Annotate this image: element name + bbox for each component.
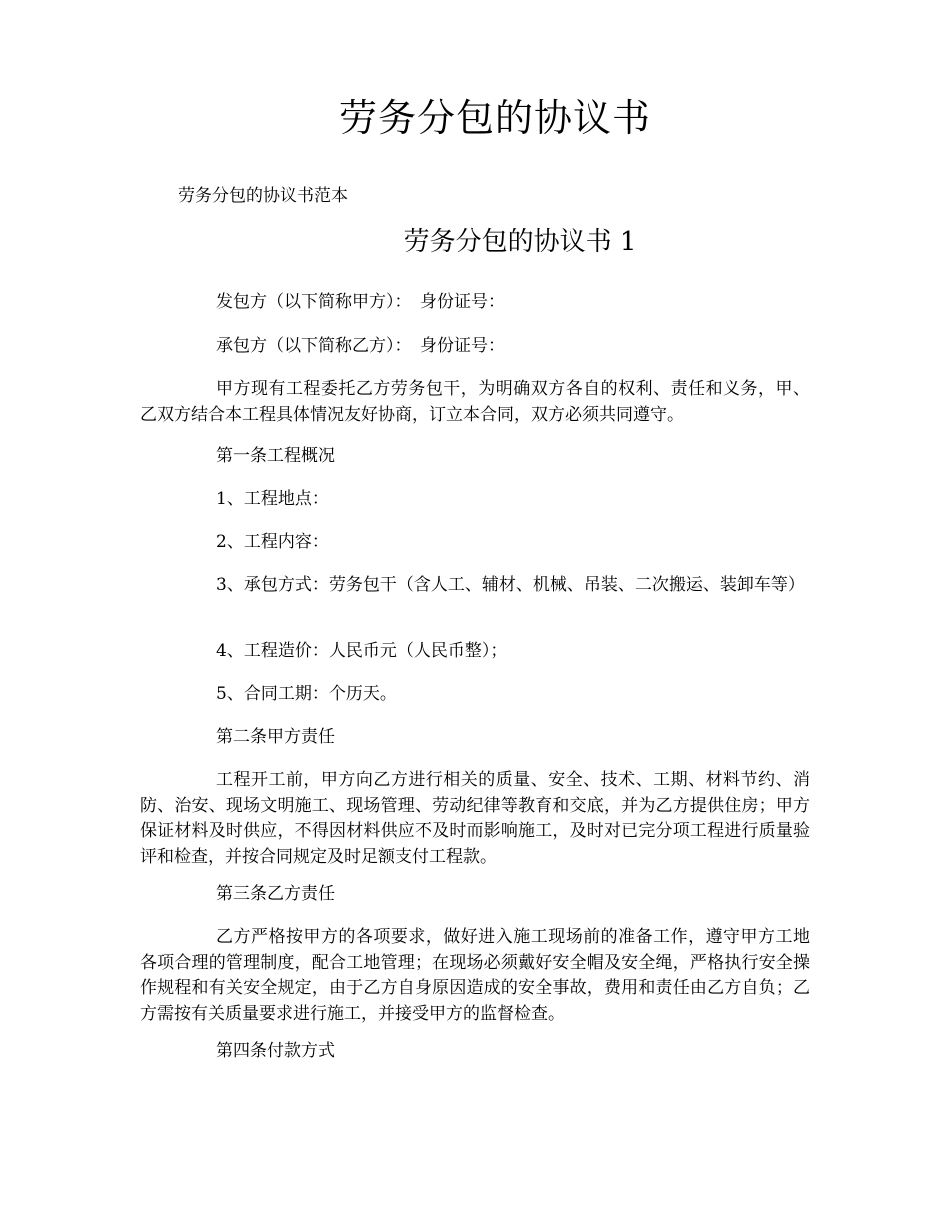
party-a-line: 发包方（以下简称甲方）： 身份证号： bbox=[216, 292, 505, 312]
document-title: 劳务分包的协议书 bbox=[338, 96, 651, 140]
article-1-item-5: 5、合同工期：个历天。 bbox=[216, 684, 397, 704]
party-b-line: 承包方（以下简称乙方）： 身份证号： bbox=[216, 336, 505, 356]
article-3-body: 乙方严格按甲方的各项要求，做好进入施工现场前的准备工作，遵守甲方工地各项合理的管理制度，配合工地管理；在现场必须戴好安全帽及安全绳，严格执行安全操作规程和有关安全规定，由于乙方自身原因造成的安全事故，费用和责任由乙方自负；乙方需按有关质量要求进行施工，并接受甲方的监督检查。 bbox=[140, 927, 810, 1024]
article-1-heading: 第一条工程概况 bbox=[216, 446, 335, 466]
section-title: 劳务分包的协议书 1 bbox=[403, 227, 637, 257]
article-1-item-4: 4、工程造价：人民币元（人民币整）； bbox=[216, 641, 508, 661]
article-2-heading: 第二条甲方责任 bbox=[216, 727, 335, 747]
document-subtitle: 劳务分包的协议书范本 bbox=[178, 186, 348, 206]
article-1-item-1: 1、工程地点： bbox=[216, 489, 329, 509]
article-3-heading: 第三条乙方责任 bbox=[216, 884, 335, 904]
article-2-body: 工程开工前，甲方向乙方进行相关的质量、安全、技术、工期、材料节约、消防、治安、现场文明施工、现场管理、劳动纪律等教育和交底，并为乙方提供住房；甲方保证材料及时供应，不得因材料供应不及时而影响施工，及时对已完分项工程进行质量验评和检查，并按合同规定及时足额支付工程款。 bbox=[140, 770, 810, 867]
article-1-item-3: 3、承包方式：劳务包干（含人工、辅材、机械、吊装、二次搬运、装卸车等） bbox=[216, 575, 805, 595]
article-1-item-2: 2、工程内容： bbox=[216, 532, 329, 552]
intro-paragraph: 甲方现有工程委托乙方劳务包干，为明确双方各自的权利、责任和义务，甲、乙双方结合本工程具体情况友好协商，订立本合同，双方必须共同遵守。 bbox=[140, 379, 810, 425]
article-4-heading: 第四条付款方式 bbox=[216, 1041, 335, 1061]
